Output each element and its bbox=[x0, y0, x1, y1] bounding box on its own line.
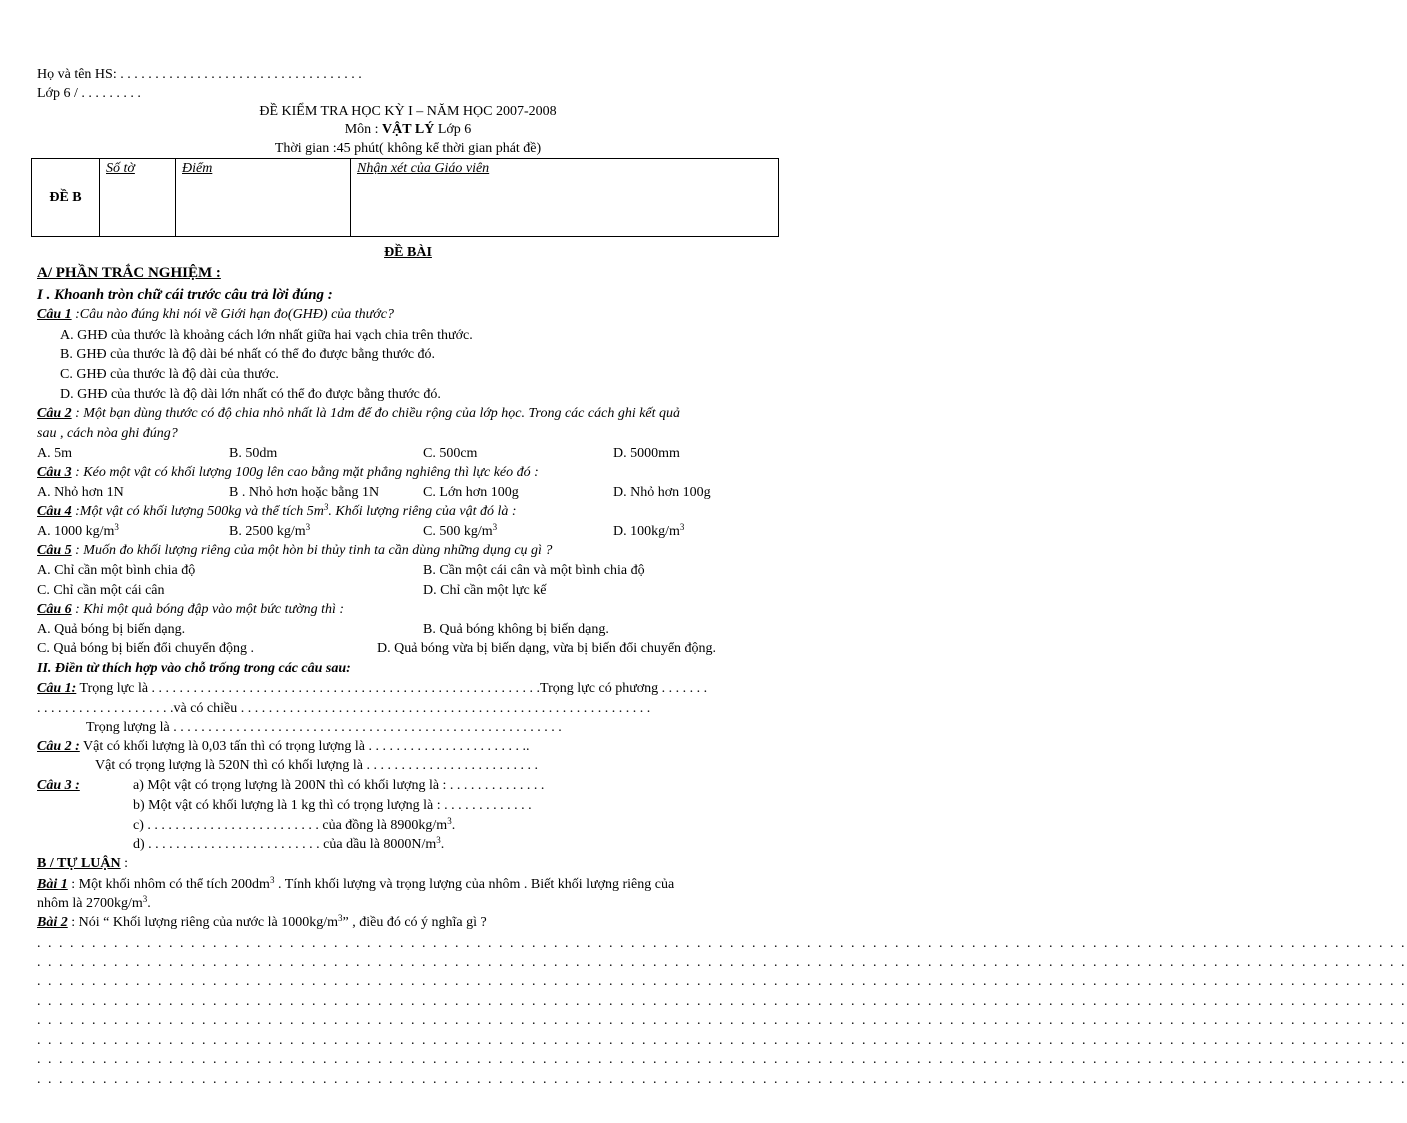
fill-2-label: Câu 2 : bbox=[37, 739, 80, 754]
question-1-text: :Câu nào đúng khi nói về Giới hạn đo(GHĐ) của thước? bbox=[71, 307, 394, 322]
question-3-option-b[interactable]: B . Nhỏ hơn hoặc bằng 1N bbox=[229, 485, 380, 500]
fill-3-b: b) Một vật có khối lượng là 1 kg thì có trọng lượng là : . . . . . . . . . . . . . bbox=[133, 798, 532, 813]
fill-3-c-sup: 3 bbox=[447, 816, 452, 826]
question-2-text: : Một bạn dùng thước có độ chia nhỏ nhất là 1dm để đo chiều rộng của lớp học. Trong các cách ghi kết quả bbox=[71, 406, 681, 421]
fill-2-line-2: Vật có trọng lượng là 520N thì có khối lượng là . . . . . . . . . . . . . . . . . . . . . . . . . bbox=[95, 758, 538, 773]
question-1-option-c[interactable]: C. GHĐ của thước là độ dài của thước. bbox=[60, 367, 279, 382]
section-2-title: II. Điền từ thích hợp vào chỗ trống trong các câu sau: bbox=[37, 661, 351, 676]
question-4-label: Câu 4 bbox=[37, 504, 72, 519]
question-4-option-b-text: B. 2500 kg/m bbox=[229, 524, 306, 539]
exam-heading: ĐỀ BÀI bbox=[384, 245, 432, 260]
exam-variant-cell: ĐỀ B bbox=[32, 159, 100, 237]
part-a-title: A/ PHẦN TRẮC NGHIỆM : bbox=[37, 265, 221, 281]
essay-1-line-2 bbox=[37, 895, 151, 913]
teacher-comment-cell: Nhận xét của Giáo viên bbox=[351, 159, 779, 237]
fill-3-c-end: . bbox=[451, 818, 456, 833]
essay-1-sup: 3 bbox=[269, 875, 275, 885]
question-1-label: Câu 1 bbox=[37, 307, 72, 322]
question-1-option-b[interactable]: B. GHĐ của thước là độ dài bé nhất có thể đo được bằng thước đó. bbox=[60, 347, 436, 362]
question-2-text-cont: sau , cách nòa ghi đúng? bbox=[37, 426, 178, 441]
fill-2-line-1 bbox=[37, 738, 529, 756]
question-6 bbox=[37, 601, 344, 619]
question-1-option-a[interactable]: A. GHĐ của thước là khoảng cách lớn nhất giữa hai vạch chia trên thước. bbox=[60, 328, 473, 343]
question-6-label: Câu 6 bbox=[37, 602, 72, 617]
sheet-count-cell: Số tờ bbox=[100, 159, 176, 237]
fill-3-a: a) Một vật có trọng lượng là 200N thì có khối lượng là : . . . . . . . . . . . . . . bbox=[133, 778, 545, 793]
question-5-text: : Muốn đo khối lượng riêng của một hòn bi thủy tinh ta cần dùng những dụng cụ gì ? bbox=[71, 543, 553, 558]
answer-line[interactable]: . . . . . . . . . . . . . . . . . . . . . . . . . . . . . . . . . . . . . . . . . . . . . . . . . . . . . . . . . . . . . . . . . . . . . . . . . . . . . . . . . . . . . . . . . . . . . . . . . . . . . . . . . . . . . . . . . . . . . . . . . . . . . bbox=[37, 1013, 1407, 1028]
answer-line[interactable]: . . . . . . . . . . . . . . . . . . . . . . . . . . . . . . . . . . . . . . . . . . . . . . . . . . . . . . . . . . . . . . . . . . . . . . . . . . . . . . . . . . . . . . . . . . . . . . . . . . . . . . . . . . . . . . . . . . . . . . . . . . . . . bbox=[37, 994, 1407, 1009]
fill-1-label: Câu 1: bbox=[37, 681, 77, 696]
essay-2-label: Bài 2 bbox=[37, 915, 68, 930]
essay-2-text-end: ” , điều đó có ý nghĩa gì ? bbox=[342, 915, 487, 930]
question-4-option-a-sup: 3 bbox=[114, 522, 119, 532]
question-6-option-c[interactable]: C. Quả bóng bị biến đổi chuyển động . bbox=[37, 641, 254, 656]
question-5-option-d[interactable]: D. Chỉ cần một lực kế bbox=[423, 583, 547, 598]
fill-3-c bbox=[133, 817, 455, 835]
question-2-option-d[interactable]: D. 5000mm bbox=[613, 446, 680, 461]
question-4-option-d[interactable] bbox=[613, 523, 684, 541]
question-4-option-c-sup: 3 bbox=[492, 522, 498, 532]
info-table bbox=[31, 158, 779, 237]
essay-2-text: : Nói “ Khối lượng riêng của nước là 1000kg/m bbox=[67, 915, 338, 930]
question-4-option-a-text: A. 1000 kg/m bbox=[37, 524, 115, 539]
fill-1-line-1 bbox=[37, 680, 707, 698]
question-3-text: : Kéo một vật có khối lượng 100g lên cao bằng mặt phẳng nghiêng thì lực kéo đó : bbox=[71, 465, 539, 480]
question-4-option-b[interactable] bbox=[229, 523, 310, 541]
question-2-option-a[interactable]: A. 5m bbox=[37, 446, 72, 461]
essay-1-sup-2: 3 bbox=[142, 894, 148, 904]
class-line: Lớp 6 / . . . . . . . . . bbox=[37, 86, 141, 101]
subject-prefix: Môn : bbox=[344, 122, 383, 137]
subject-name: VẬT LÝ bbox=[382, 122, 435, 137]
question-2-label: Câu 2 bbox=[37, 406, 72, 421]
essay-1-text: : Một khối nhôm có thể tích 200dm bbox=[67, 877, 270, 892]
essay-2-sup: 3 bbox=[338, 913, 343, 923]
question-5-option-a[interactable]: A. Chỉ cần một bình chia độ bbox=[37, 563, 196, 578]
question-4-text: :Một vật có khối lượng 500kg và thể tích 5m bbox=[71, 504, 324, 519]
answer-line[interactable]: . . . . . . . . . . . . . . . . . . . . . . . . . . . . . . . . . . . . . . . . . . . . . . . . . . . . . . . . . . . . . . . . . . . . . . . . . . . . . . . . . . . . . . . . . . . . . . . . . . . . . . . . . . . . . . . . . . . . . . . . . . . . . bbox=[37, 1052, 1407, 1067]
part-b-title-text: B / TỰ LUẬN bbox=[37, 856, 121, 871]
answer-line[interactable]: . . . . . . . . . . . . . . . . . . . . . . . . . . . . . . . . . . . . . . . . . . . . . . . . . . . . . . . . . . . . . . . . . . . . . . . . . . . . . . . . . . . . . . . . . . . . . . . . . . . . . . . . . . . . . . . . . . . . . . . . . . . . . bbox=[37, 974, 1407, 989]
subject-line bbox=[0, 121, 816, 139]
fill-3-d bbox=[133, 836, 444, 854]
question-5-option-c[interactable]: C. Chỉ cần một cái cân bbox=[37, 583, 165, 598]
question-2-option-b[interactable]: B. 50dm bbox=[229, 446, 278, 461]
exam-title: ĐỀ KIỂM TRA HỌC KỲ I – NĂM HỌC 2007-2008 bbox=[259, 104, 557, 119]
question-6-option-a[interactable]: A. Quả bóng bị biến dạng. bbox=[37, 622, 186, 637]
question-4-text-end: . Khối lượng riêng của vật đó là : bbox=[328, 504, 517, 519]
question-6-option-b[interactable]: B. Quả bóng không bị biến dạng. bbox=[423, 622, 609, 637]
fill-3-c-text: c) . . . . . . . . . . . . . . . . . . . . . . . . . của đồng là 8900kg/m bbox=[133, 818, 448, 833]
essay-1-label: Bài 1 bbox=[37, 877, 68, 892]
question-3-option-c[interactable]: C. Lớn hơn 100g bbox=[423, 485, 519, 500]
question-4-option-c-text: C. 500 kg/m bbox=[423, 524, 493, 539]
question-1 bbox=[37, 306, 394, 324]
question-1-option-d[interactable]: D. GHĐ của thước là độ dài lớn nhất có thể đo được bằng thước đó. bbox=[60, 387, 441, 402]
question-2 bbox=[37, 405, 680, 423]
score-cell: Điểm bbox=[176, 159, 351, 237]
question-4-option-b-sup: 3 bbox=[305, 522, 311, 532]
fill-1-text: Trọng lực là . . . . . . . . . . . . . . . . . . . . . . . . . . . . . . . . . . . . . . . . . . . . . . . . . . . . . . . .Trọng lực có phương . . . . . . . bbox=[76, 681, 708, 696]
question-4 bbox=[37, 503, 517, 521]
essay-2 bbox=[37, 914, 487, 932]
fill-3-label: Câu 3 : bbox=[37, 778, 80, 793]
fill-2-text: Vật có khối lượng là 0,03 tấn thì có trọng lượng là . . . . . . . . . . . . . . . . . . . . . . .. bbox=[79, 739, 530, 754]
part-b-title bbox=[37, 855, 128, 873]
subject-grade: Lớp 6 bbox=[434, 122, 472, 137]
question-4-sup: 3 bbox=[323, 502, 329, 512]
question-6-option-d[interactable]: D. Quả bóng vừa bị biến dạng, vừa bị biến đổi chuyển động. bbox=[377, 641, 717, 656]
question-3-option-d[interactable]: D. Nhỏ hơn 100g bbox=[613, 485, 711, 500]
fill-3-d-sup: 3 bbox=[436, 835, 441, 845]
essay-1-text-end: . Tính khối lượng và trọng lượng của nhôm . Biết khối lượng riêng của bbox=[274, 877, 675, 892]
fill-3-d-end: . bbox=[440, 837, 445, 852]
answer-line[interactable]: . . . . . . . . . . . . . . . . . . . . . . . . . . . . . . . . . . . . . . . . . . . . . . . . . . . . . . . . . . . . . . . . . . . . . . . . . . . . . . . . . . . . . . . . . . . . . . . . . . . . . . . . . . . . . . . . . . . . . . . . . . . . . bbox=[37, 1033, 1407, 1048]
essay-1-line-1 bbox=[37, 876, 674, 894]
answer-line[interactable]: . . . . . . . . . . . . . . . . . . . . . . . . . . . . . . . . . . . . . . . . . . . . . . . . . . . . . . . . . . . . . . . . . . . . . . . . . . . . . . . . . . . . . . . . . . . . . . . . . . . . . . . . . . . . . . . . . . . . . . . . . . . . . bbox=[37, 1072, 1407, 1087]
answer-line[interactable]: . . . . . . . . . . . . . . . . . . . . . . . . . . . . . . . . . . . . . . . . . . . . . . . . . . . . . . . . . . . . . . . . . . . . . . . . . . . . . . . . . . . . . . . . . . . . . . . . . . . . . . . . . . . . . . . . . . . . . . . . . . . . . bbox=[37, 936, 1407, 951]
answer-line[interactable]: . . . . . . . . . . . . . . . . . . . . . . . . . . . . . . . . . . . . . . . . . . . . . . . . . . . . . . . . . . . . . . . . . . . . . . . . . . . . . . . . . . . . . . . . . . . . . . . . . . . . . . . . . . . . . . . . . . . . . . . . . . . . . bbox=[37, 955, 1407, 970]
question-3-option-a[interactable]: A. Nhỏ hơn 1N bbox=[37, 485, 124, 500]
part-b-title-suffix: : bbox=[120, 856, 129, 871]
fill-1-line-2: . . . . . . . . . . . . . . . . . . . .và có chiều . . . . . . . . . . . . . . . . . . . . . . . . . . . . . . . . . . . . . . . . . . . . . . . . . . . . . . . . . . . bbox=[37, 701, 651, 716]
question-5-label: Câu 5 bbox=[37, 543, 72, 558]
section-1-title: I . Khoanh tròn chữ cái trước câu trả lời đúng : bbox=[37, 287, 333, 303]
question-4-option-a[interactable] bbox=[37, 523, 119, 541]
question-5 bbox=[37, 542, 552, 560]
essay-1-text-2-end: . bbox=[147, 896, 151, 911]
question-6-text: : Khi một quả bóng đập vào một bức tường thì : bbox=[71, 602, 345, 617]
question-4-option-c[interactable] bbox=[423, 523, 497, 541]
fill-1-line-3: Trọng lượng là . . . . . . . . . . . . . . . . . . . . . . . . . . . . . . . . . . . . . . . . . . . . . . . . . . . . . . . . bbox=[86, 720, 562, 735]
question-4-option-d-sup: 3 bbox=[679, 522, 685, 532]
question-2-option-c[interactable]: C. 500cm bbox=[423, 446, 478, 461]
question-4-option-d-text: D. 100kg/m bbox=[613, 524, 680, 539]
student-name-line: Họ và tên HS: . . . . . . . . . . . . . . . . . . . . . . . . . . . . . . . . . . . bbox=[37, 67, 362, 82]
question-3 bbox=[37, 464, 539, 482]
fill-3-d-text: d) . . . . . . . . . . . . . . . . . . . . . . . . . của dầu là 8000N/m bbox=[133, 837, 437, 852]
essay-1-text-2: nhôm là 2700kg/m bbox=[37, 896, 143, 911]
question-3-label: Câu 3 bbox=[37, 465, 72, 480]
duration-line: Thời gian :45 phút( không kể thời gian phát đề) bbox=[274, 141, 542, 156]
question-5-option-b[interactable]: B. Cần một cái cân và một bình chia độ bbox=[423, 563, 645, 578]
